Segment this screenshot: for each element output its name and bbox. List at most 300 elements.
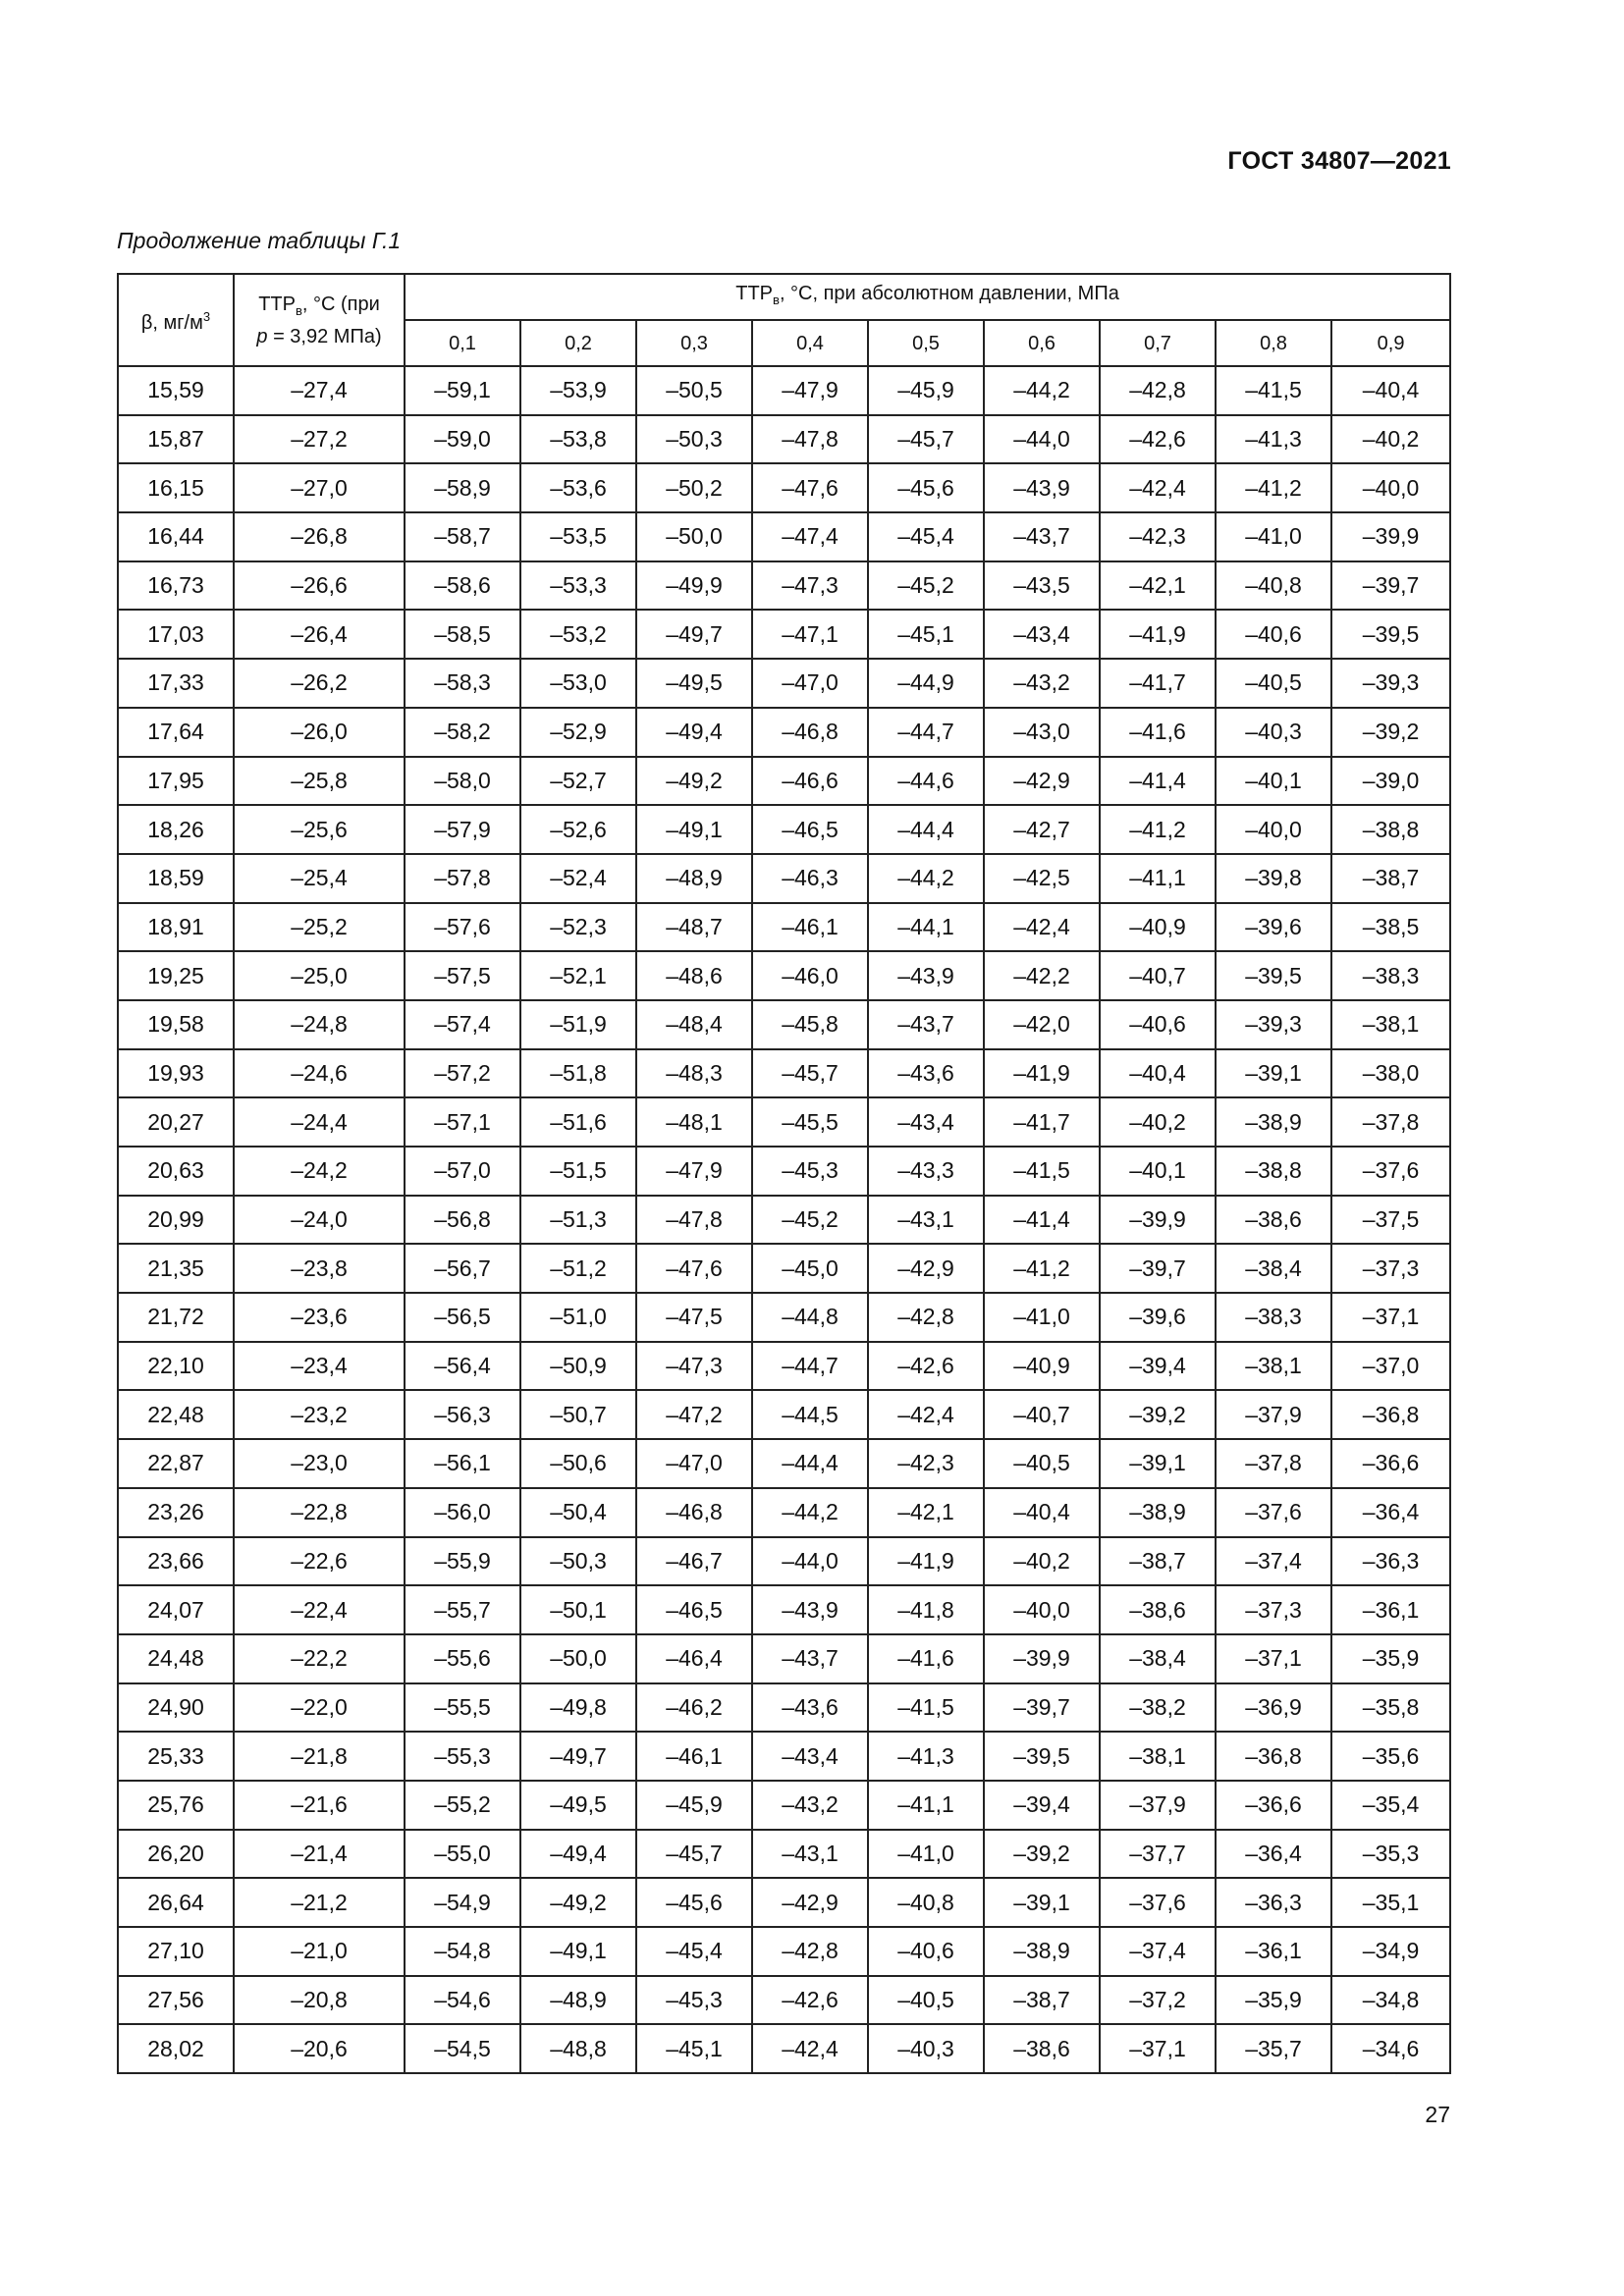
cell-ttr-ref: –27,0 [234,463,405,512]
table-row [118,1342,1450,1391]
cell-ttr: –38,5 [1331,903,1450,952]
cell-ttr: –44,2 [752,1488,868,1537]
cell-beta: 21,72 [118,1293,234,1342]
cell-ttr: –57,8 [405,854,520,903]
cell-ttr: –40,5 [868,1976,984,2025]
cell-ttr: –37,6 [1216,1488,1331,1537]
header-ttr-line2: p = 3,92 МПа) [256,325,382,347]
cell-ttr: –40,1 [1100,1147,1216,1196]
cell-ttr: –42,8 [1100,366,1216,415]
cell-ttr: –40,5 [1216,659,1331,708]
cell-ttr: –45,5 [752,1097,868,1147]
cell-ttr: –48,4 [636,1000,752,1049]
cell-beta: 23,26 [118,1488,234,1537]
cell-ttr: –40,7 [984,1390,1100,1439]
cell-ttr: –50,9 [520,1342,636,1391]
cell-ttr: –55,2 [405,1781,520,1830]
cell-ttr: –38,8 [1216,1147,1331,1196]
cell-ttr: –46,4 [636,1634,752,1683]
cell-ttr: –52,3 [520,903,636,952]
cell-ttr: –40,7 [1100,951,1216,1000]
cell-ttr: –39,9 [1331,512,1450,561]
cell-ttr: –38,1 [1100,1732,1216,1781]
cell-ttr: –40,1 [1216,757,1331,806]
cell-ttr: –41,1 [1100,854,1216,903]
cell-beta: 15,87 [118,415,234,464]
cell-ttr: –36,8 [1331,1390,1450,1439]
cell-ttr: –51,6 [520,1097,636,1147]
cell-ttr: –48,6 [636,951,752,1000]
cell-ttr-ref: –21,4 [234,1830,405,1879]
cell-ttr: –50,4 [520,1488,636,1537]
cell-ttr: –58,7 [405,512,520,561]
cell-ttr: –57,4 [405,1000,520,1049]
cell-ttr: –41,0 [984,1293,1100,1342]
cell-ttr: –35,9 [1331,1634,1450,1683]
header-beta-sup: 3 [202,309,211,324]
standard-designation: ГОСТ 34807—2021 [1227,147,1451,175]
cell-ttr: –37,0 [1331,1342,1450,1391]
cell-beta: 19,58 [118,1000,234,1049]
cell-ttr: –58,2 [405,708,520,757]
table-row [118,1830,1450,1879]
table-row [118,1049,1450,1098]
cell-ttr-ref: –26,2 [234,659,405,708]
cell-ttr: –48,1 [636,1097,752,1147]
cell-ttr-ref: –23,4 [234,1342,405,1391]
cell-ttr: –44,2 [984,366,1100,415]
table-row [118,757,1450,806]
cell-ttr: –53,8 [520,415,636,464]
table-row [118,659,1450,708]
cell-ttr: –39,6 [1100,1293,1216,1342]
cell-ttr: –47,8 [752,415,868,464]
cell-ttr: –58,9 [405,463,520,512]
cell-ttr: –38,0 [1331,1049,1450,1098]
cell-ttr: –46,5 [636,1585,752,1634]
cell-ttr-ref: –26,6 [234,561,405,611]
cell-ttr: –39,3 [1216,1000,1331,1049]
cell-ttr: –51,8 [520,1049,636,1098]
cell-ttr-ref: –25,8 [234,757,405,806]
cell-ttr: –39,9 [984,1634,1100,1683]
cell-ttr: –43,7 [752,1634,868,1683]
cell-ttr: –37,3 [1216,1585,1331,1634]
cell-ttr: –53,3 [520,561,636,611]
cell-ttr: –42,1 [1100,561,1216,611]
cell-ttr: –45,9 [636,1781,752,1830]
cell-ttr: –46,1 [636,1732,752,1781]
cell-ttr: –39,1 [984,1878,1100,1927]
cell-ttr: –58,0 [405,757,520,806]
cell-ttr: –49,2 [520,1878,636,1927]
cell-ttr-ref: –22,6 [234,1537,405,1586]
cell-ttr: –44,9 [868,659,984,708]
cell-ttr: –44,4 [868,805,984,854]
cell-ttr: –55,5 [405,1683,520,1733]
cell-ttr-ref: –22,2 [234,1634,405,1683]
table-row [118,1293,1450,1342]
cell-ttr: –47,6 [752,463,868,512]
cell-ttr: –44,8 [752,1293,868,1342]
cell-ttr: –37,8 [1216,1439,1331,1488]
cell-ttr: –47,5 [636,1293,752,1342]
cell-ttr: –46,5 [752,805,868,854]
cell-ttr: –45,6 [868,463,984,512]
cell-ttr-ref: –24,6 [234,1049,405,1098]
cell-ttr: –41,6 [868,1634,984,1683]
cell-beta: 22,10 [118,1342,234,1391]
cell-ttr: –41,6 [1100,708,1216,757]
cell-ttr: –36,8 [1216,1732,1331,1781]
cell-ttr: –49,2 [636,757,752,806]
table-row [118,1927,1450,1976]
cell-ttr: –50,1 [520,1585,636,1634]
cell-ttr: –46,1 [752,903,868,952]
table-row [118,1000,1450,1049]
cell-ttr: –40,6 [868,1927,984,1976]
cell-ttr: –45,7 [636,1830,752,1879]
cell-ttr: –40,3 [1216,708,1331,757]
cell-ttr: –43,6 [752,1683,868,1733]
cell-ttr-ref: –24,8 [234,1000,405,1049]
cell-ttr: –41,7 [984,1097,1100,1147]
cell-ttr: –46,2 [636,1683,752,1733]
cell-ttr: –38,9 [1216,1097,1331,1147]
cell-ttr: –43,5 [984,561,1100,611]
cell-ttr-ref: –25,6 [234,805,405,854]
cell-ttr: –50,6 [520,1439,636,1488]
cell-ttr: –40,6 [1216,610,1331,659]
cell-ttr: –41,3 [868,1732,984,1781]
cell-ttr: –41,5 [984,1147,1100,1196]
cell-ttr: –46,0 [752,951,868,1000]
cell-ttr: –54,6 [405,1976,520,2025]
cell-ttr: –45,1 [636,2024,752,2073]
cell-ttr: –43,7 [984,512,1100,561]
cell-ttr-ref: –21,8 [234,1732,405,1781]
cell-ttr: –40,2 [1331,415,1450,464]
cell-beta: 20,63 [118,1147,234,1196]
cell-ttr: –40,5 [984,1439,1100,1488]
cell-ttr: –53,2 [520,610,636,659]
cell-ttr: –47,0 [636,1439,752,1488]
cell-beta: 15,59 [118,366,234,415]
cell-ttr: –37,7 [1100,1830,1216,1879]
cell-ttr: –49,7 [520,1732,636,1781]
cell-ttr: –44,0 [752,1537,868,1586]
cell-ttr: –56,8 [405,1196,520,1245]
cell-ttr: –34,9 [1331,1927,1450,1976]
cell-beta: 17,64 [118,708,234,757]
cell-ttr: –43,9 [752,1585,868,1634]
table-row [118,1537,1450,1586]
cell-beta: 25,33 [118,1732,234,1781]
table-row [118,1781,1450,1830]
cell-ttr: –44,0 [984,415,1100,464]
cell-ttr: –56,1 [405,1439,520,1488]
cell-beta: 16,15 [118,463,234,512]
cell-ttr: –36,1 [1331,1585,1450,1634]
cell-ttr: –56,5 [405,1293,520,1342]
cell-ttr: –53,9 [520,366,636,415]
table-row [118,805,1450,854]
cell-ttr: –50,7 [520,1390,636,1439]
cell-ttr: –47,9 [752,366,868,415]
cell-beta: 26,20 [118,1830,234,1879]
cell-ttr: –43,0 [984,708,1100,757]
cell-beta: 18,59 [118,854,234,903]
cell-ttr: –46,7 [636,1537,752,1586]
cell-ttr: –47,8 [636,1196,752,1245]
cell-ttr: –37,4 [1216,1537,1331,1586]
cell-ttr: –41,4 [984,1196,1100,1245]
cell-ttr: –38,7 [984,1976,1100,2025]
cell-ttr: –37,4 [1100,1927,1216,1976]
cell-ttr: –41,0 [1216,512,1331,561]
header-pressure: 0,3 [636,320,752,366]
table-row [118,1878,1450,1927]
cell-beta: 17,03 [118,610,234,659]
cell-ttr: –42,6 [1100,415,1216,464]
cell-ttr: –36,3 [1331,1537,1450,1586]
cell-ttr: –45,3 [636,1976,752,2025]
cell-ttr: –50,0 [520,1634,636,1683]
cell-beta: 27,56 [118,1976,234,2025]
cell-ttr: –56,7 [405,1244,520,1293]
cell-ttr: –52,6 [520,805,636,854]
cell-ttr-ref: –23,6 [234,1293,405,1342]
cell-ttr: –44,1 [868,903,984,952]
cell-ttr: –56,4 [405,1342,520,1391]
cell-ttr-ref: –27,4 [234,366,405,415]
cell-ttr: –45,2 [868,561,984,611]
cell-ttr: –43,7 [868,1000,984,1049]
cell-ttr: –38,4 [1216,1244,1331,1293]
cell-ttr-ref: –27,2 [234,415,405,464]
cell-ttr-ref: –24,4 [234,1097,405,1147]
header-pressure: 0,4 [752,320,868,366]
cell-ttr: –43,2 [984,659,1100,708]
cell-beta: 17,95 [118,757,234,806]
cell-ttr: –52,9 [520,708,636,757]
cell-ttr-ref: –21,2 [234,1878,405,1927]
cell-ttr: –40,9 [984,1342,1100,1391]
header-beta-label: β, мг/м [140,312,203,334]
cell-ttr: –55,6 [405,1634,520,1683]
cell-ttr: –38,3 [1331,951,1450,1000]
cell-ttr: –39,8 [1216,854,1331,903]
cell-ttr: –39,5 [1216,951,1331,1000]
cell-ttr: –55,0 [405,1830,520,1879]
cell-ttr: –53,5 [520,512,636,561]
cell-ttr: –57,2 [405,1049,520,1098]
cell-ttr: –54,5 [405,2024,520,2073]
cell-ttr: –42,6 [868,1342,984,1391]
cell-ttr: –40,8 [1216,561,1331,611]
cell-ttr: –41,1 [868,1781,984,1830]
cell-ttr: –40,9 [1100,903,1216,952]
cell-ttr: –51,3 [520,1196,636,1245]
cell-ttr: –50,2 [636,463,752,512]
cell-ttr: –45,7 [752,1049,868,1098]
cell-ttr: –48,9 [636,854,752,903]
cell-beta: 24,07 [118,1585,234,1634]
cell-ttr: –45,3 [752,1147,868,1196]
cell-ttr: –42,0 [984,1000,1100,1049]
cell-ttr: –54,9 [405,1878,520,1927]
cell-ttr: –39,5 [984,1732,1100,1781]
table-row [118,610,1450,659]
table-row [118,1634,1450,1683]
cell-ttr: –43,3 [868,1147,984,1196]
cell-ttr: –47,1 [752,610,868,659]
table-row [118,415,1450,464]
cell-ttr: –37,1 [1216,1634,1331,1683]
cell-ttr: –39,9 [1100,1196,1216,1245]
cell-ttr: –45,8 [752,1000,868,1049]
cell-ttr: –40,0 [1216,805,1331,854]
cell-ttr: –35,7 [1216,2024,1331,2073]
cell-ttr: –39,6 [1216,903,1331,952]
cell-ttr: –39,7 [1331,561,1450,611]
table-row [118,951,1450,1000]
cell-ttr: –47,3 [636,1342,752,1391]
table-row [118,1097,1450,1147]
cell-ttr: –42,7 [984,805,1100,854]
cell-ttr: –41,8 [868,1585,984,1634]
cell-ttr: –37,8 [1331,1097,1450,1147]
cell-ttr: –45,1 [868,610,984,659]
cell-ttr: –42,4 [984,903,1100,952]
cell-beta: 20,27 [118,1097,234,1147]
cell-ttr: –57,5 [405,951,520,1000]
cell-ttr: –47,9 [636,1147,752,1196]
cell-ttr: –41,9 [868,1537,984,1586]
cell-ttr: –40,2 [1100,1097,1216,1147]
cell-beta: 18,26 [118,805,234,854]
cell-ttr: –43,1 [752,1830,868,1879]
cell-ttr: –35,8 [1331,1683,1450,1733]
cell-ttr: –41,2 [984,1244,1100,1293]
cell-ttr: –55,9 [405,1537,520,1586]
cell-ttr-ref: –23,0 [234,1439,405,1488]
header-pressure: 0,1 [405,320,520,366]
cell-ttr: –41,2 [1100,805,1216,854]
cell-ttr: –43,9 [984,463,1100,512]
cell-ttr: –51,9 [520,1000,636,1049]
cell-ttr: –39,7 [1100,1244,1216,1293]
cell-ttr-ref: –23,2 [234,1390,405,1439]
cell-ttr: –41,3 [1216,415,1331,464]
cell-ttr: –43,4 [868,1097,984,1147]
cell-ttr: –55,7 [405,1585,520,1634]
cell-ttr: –55,3 [405,1732,520,1781]
cell-ttr: –38,8 [1331,805,1450,854]
table-row [118,1196,1450,1245]
cell-ttr: –35,6 [1331,1732,1450,1781]
cell-ttr: –49,4 [520,1830,636,1879]
cell-beta: 16,44 [118,512,234,561]
cell-ttr: –44,6 [868,757,984,806]
cell-ttr: –54,8 [405,1927,520,1976]
cell-ttr-ref: –20,6 [234,2024,405,2073]
cell-ttr: –49,1 [636,805,752,854]
cell-ttr: –37,9 [1100,1781,1216,1830]
cell-ttr: –49,5 [636,659,752,708]
cell-ttr: –38,9 [984,1927,1100,1976]
cell-ttr: –51,5 [520,1147,636,1196]
cell-ttr-ref: –22,4 [234,1585,405,1634]
cell-ttr: –39,3 [1331,659,1450,708]
cell-ttr-ref: –26,4 [234,610,405,659]
header-beta [118,274,234,366]
cell-ttr-ref: –20,8 [234,1976,405,2025]
cell-ttr: –39,0 [1331,757,1450,806]
header-pressure: 0,7 [1100,320,1216,366]
cell-ttr: –42,1 [868,1488,984,1537]
cell-ttr: –53,6 [520,463,636,512]
cell-ttr: –43,1 [868,1196,984,1245]
cell-ttr: –37,9 [1216,1390,1331,1439]
cell-ttr: –43,4 [984,610,1100,659]
cell-ttr: –35,3 [1331,1830,1450,1879]
cell-ttr-ref: –22,8 [234,1488,405,1537]
cell-ttr: –35,4 [1331,1781,1450,1830]
table-row [118,1732,1450,1781]
cell-ttr: –39,2 [984,1830,1100,1879]
cell-ttr: –40,2 [984,1537,1100,1586]
cell-ttr: –43,2 [752,1781,868,1830]
cell-ttr: –37,1 [1331,1293,1450,1342]
cell-ttr: –56,0 [405,1488,520,1537]
cell-ttr: –42,8 [868,1293,984,1342]
cell-ttr: –45,4 [868,512,984,561]
cell-beta: 25,76 [118,1781,234,1830]
cell-ttr: –35,9 [1216,1976,1331,2025]
cell-ttr: –40,4 [1331,366,1450,415]
cell-ttr: –49,4 [636,708,752,757]
cell-ttr: –50,3 [636,415,752,464]
cell-beta: 21,35 [118,1244,234,1293]
cell-ttr: –44,7 [868,708,984,757]
table-row [118,1244,1450,1293]
cell-ttr: –57,1 [405,1097,520,1147]
cell-ttr: –45,2 [752,1196,868,1245]
table-row [118,2024,1450,2073]
cell-ttr: –50,3 [520,1537,636,1586]
table-row [118,1390,1450,1439]
cell-ttr: –39,7 [984,1683,1100,1733]
header-pressure-group: $ТТР_в$, °С, при абсолютном давлении, МПа [405,274,1450,320]
cell-ttr: –50,0 [636,512,752,561]
cell-ttr: –39,5 [1331,610,1450,659]
cell-ttr: –52,4 [520,854,636,903]
cell-ttr: –44,7 [752,1342,868,1391]
header-pressure: 0,5 [868,320,984,366]
table-row [118,1439,1450,1488]
cell-ttr: –36,4 [1331,1488,1450,1537]
cell-ttr: –47,3 [752,561,868,611]
cell-ttr-ref: –21,6 [234,1781,405,1830]
cell-ttr: –47,4 [752,512,868,561]
cell-ttr: –34,8 [1331,1976,1450,2025]
cell-beta: 19,93 [118,1049,234,1098]
cell-ttr: –58,6 [405,561,520,611]
cell-ttr-ref: –26,8 [234,512,405,561]
cell-ttr: –39,2 [1331,708,1450,757]
cell-ttr: –38,4 [1100,1634,1216,1683]
